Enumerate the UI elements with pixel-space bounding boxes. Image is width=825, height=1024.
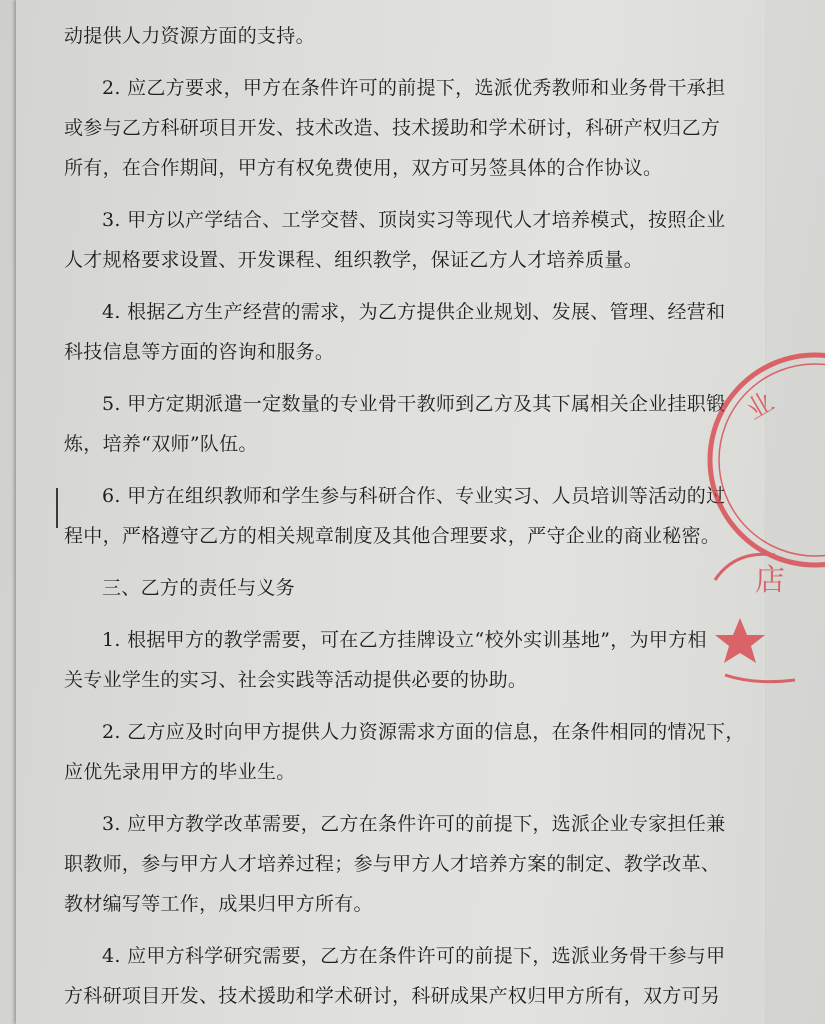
seal-icon	[695, 350, 825, 690]
text-line: 2. 乙方应及时向甲方提供人力资源需求方面的信息，在条件相同的情况下，	[102, 721, 745, 743]
text-line: 人才规格要求设置、开发课程、组织教学，保证乙方人才培养质量。	[64, 249, 644, 271]
company-seal-stamp	[695, 350, 825, 690]
seal-char-top: 业	[741, 387, 780, 427]
document-page	[16, 0, 785, 1024]
text-line: 或参与乙方科研项目开发、技术改造、技术援助和学术研讨，科研产权归乙方	[64, 117, 721, 139]
text-line: 方科研项目开发、技术援助和学术研讨，科研成果产权归甲方所有，双方可另	[64, 985, 721, 1007]
margin-mark	[56, 488, 58, 528]
text-line: 3. 甲方以产学结合、工学交替、顶岗实习等现代人才培养模式，按照企业	[102, 209, 726, 231]
text-line: 3. 应甲方教学改革需要，乙方在条件许可的前提下，选派企业专家担任兼	[102, 813, 726, 835]
text-line: 所有，在合作期间，甲方有权免费使用，双方可另签具体的合作协议。	[64, 157, 663, 179]
text-line: 教材编写等工作，成果归甲方所有。	[64, 893, 373, 915]
text-line: 炼，培养“双师”队伍。	[64, 433, 258, 455]
text-line: 2. 应乙方要求，甲方在条件许可的前提下，选派优秀教师和业务骨干承担	[102, 77, 726, 99]
text-line: 程中，严格遵守乙方的相关规章制度及其他合理要求，严守企业的商业秘密。	[64, 525, 721, 547]
text-line: 1. 根据甲方的教学需要，可在乙方挂牌设立“校外实训基地”，为甲方相	[102, 629, 707, 651]
text-line: 科技信息等方面的咨询和服务。	[64, 341, 335, 363]
seal-char-mid: 店	[755, 563, 785, 598]
text-line: 动提供人力资源方面的支持。	[64, 25, 315, 47]
text-line: 关专业学生的实习、社会实践等活动提供必要的协助。	[64, 669, 528, 691]
section-heading: 三、乙方的责任与义务	[102, 577, 296, 599]
text-line: 4. 应甲方科学研究需要，乙方在条件许可的前提下，选派业务骨干参与甲	[102, 945, 726, 967]
text-line: 5. 甲方定期派遣一定数量的专业骨干教师到乙方及其下属相关企业挂职锻	[102, 393, 726, 415]
text-line: 职教师，参与甲方人才培养过程；参与甲方人才培养方案的制定、教学改革、	[64, 853, 721, 875]
seal-star-icon	[715, 618, 765, 663]
text-line: 4. 根据乙方生产经营的需求，为乙方提供企业规划、发展、管理、经营和	[102, 301, 726, 323]
text-line: 6. 甲方在组织教师和学生参与科研合作、专业实习、人员培训等活动的过	[102, 485, 726, 507]
text-line: 应优先录用甲方的毕业生。	[64, 761, 296, 783]
document-body	[64, 16, 745, 1016]
